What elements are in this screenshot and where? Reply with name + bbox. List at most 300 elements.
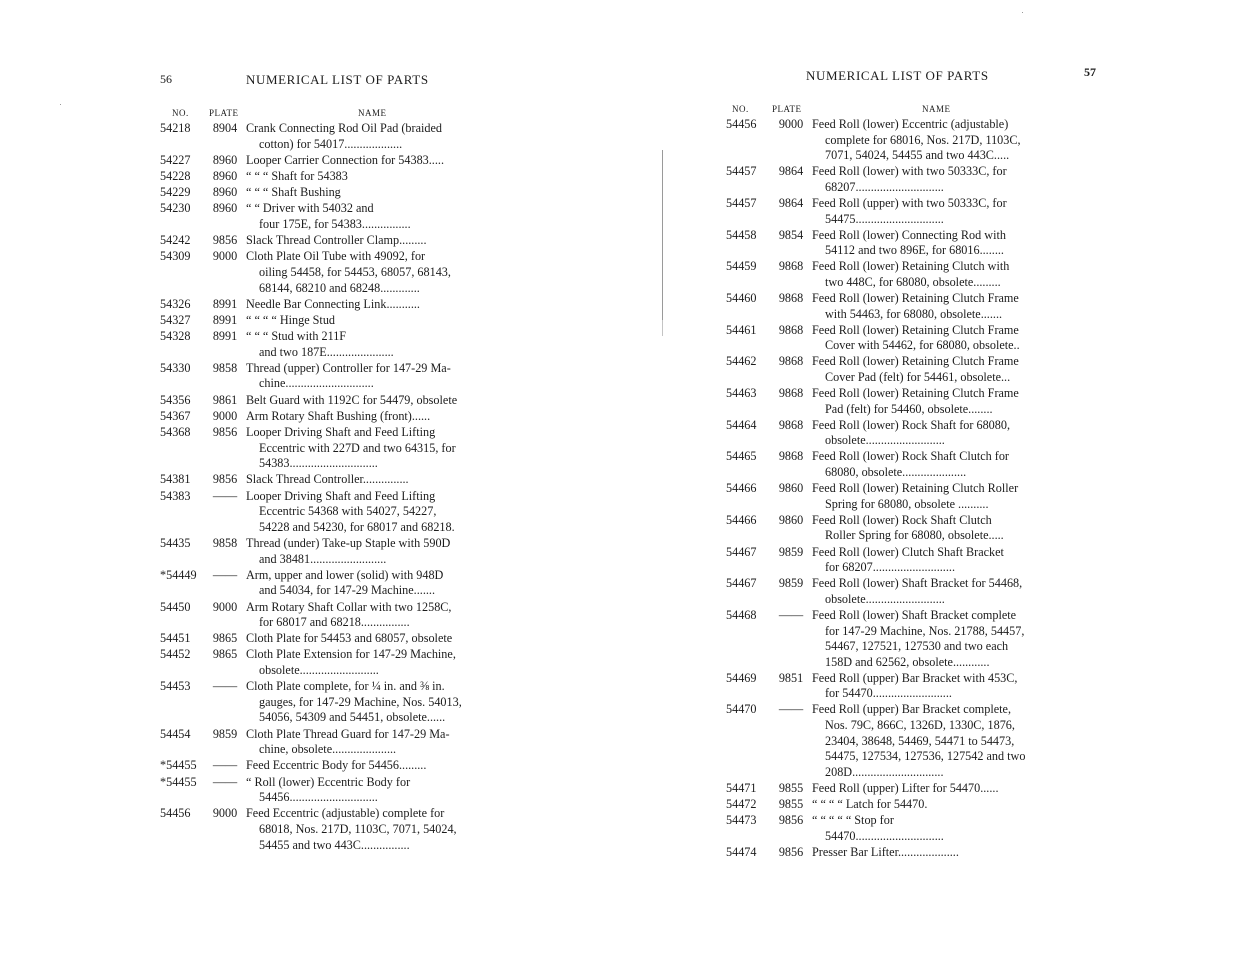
- page-title: NUMERICAL LIST OF PARTS: [246, 72, 429, 87]
- part-number: 54356: [160, 392, 191, 407]
- part-number: 54465: [726, 449, 757, 464]
- part-number: 54456: [160, 806, 191, 821]
- part-name-line: two 448C, for 68080, obsolete.........: [825, 274, 1001, 289]
- part-name-line: Crank Connecting Rod Oil Pad (braided: [246, 121, 442, 135]
- part-name-line: “ Roll (lower) Eccentric Body for: [246, 774, 411, 789]
- part-name-line: Feed Roll (lower) Eccentric (adjustable): [812, 117, 1009, 131]
- table-row: [160, 313, 500, 329]
- col-plate: PLATE: [772, 104, 802, 114]
- plate-number: 9000: [212, 408, 238, 423]
- plate-number: 9861: [212, 392, 238, 407]
- part-name: [246, 361, 500, 392]
- part-name-line: for 147-29 Machine, Nos. 21788, 54457,: [825, 623, 1025, 638]
- table-row: [726, 845, 1078, 861]
- part-number: 54459: [726, 259, 757, 274]
- part-name-line: complete for 68016, Nos. 217D, 1103C,: [825, 132, 1021, 147]
- part-number: 54474: [726, 844, 757, 859]
- table-row: [726, 228, 1078, 259]
- plate-number: 8904: [212, 121, 238, 135]
- part-name-line: Arm Rotary Shaft Collar with two 1258C,: [246, 599, 452, 614]
- plate-number: 9856: [778, 813, 804, 828]
- part-name-line: Feed Roll (lower) Rock Shaft Clutch: [812, 512, 992, 527]
- plate-number: 8991: [212, 312, 238, 327]
- part-name: [246, 758, 500, 774]
- part-name-line: Feed Roll (lower) Retaining Clutch with: [812, 259, 1010, 274]
- part-name: [246, 600, 500, 631]
- part-number: 54462: [726, 354, 757, 369]
- part-name: [246, 249, 500, 296]
- plate-number: 9000: [212, 599, 238, 614]
- part-number: 54227: [160, 152, 191, 167]
- part-number: 54328: [160, 329, 191, 344]
- part-name-line: Feed Roll (upper) Bar Bracket with 453C,: [812, 670, 1018, 685]
- part-name-line: Belt Guard with 1192C for 54479, obsolete: [246, 392, 458, 407]
- part-name-line: and 38481.........................: [259, 551, 387, 566]
- plate-number: 9868: [778, 386, 804, 401]
- table-row: [726, 291, 1078, 322]
- part-number: 54450: [160, 599, 191, 614]
- part-name-line: and 54034, for 147-29 Machine.......: [259, 583, 436, 598]
- plate-number: 9856: [778, 844, 804, 859]
- part-name: [246, 472, 500, 488]
- col-no: NO.: [172, 108, 189, 118]
- table-row: [160, 121, 500, 152]
- part-number: 54242: [160, 233, 191, 248]
- part-name-line: Cover with 54462, for 68080, obsolete..: [825, 338, 1020, 353]
- part-name-line: 54467, 127521, 127530 and two each: [825, 639, 1009, 654]
- part-name-line: 7071, 54024, 54455 and two 443C.....: [825, 148, 1010, 163]
- col-name: NAME: [358, 108, 387, 118]
- part-name: [246, 489, 500, 536]
- plate-number: ——: [212, 774, 238, 789]
- page-gutter-mark: [662, 320, 663, 336]
- table-row: [726, 813, 1078, 844]
- part-name-line: Presser Bar Lifter....................: [812, 844, 959, 859]
- part-number: 54460: [726, 291, 757, 306]
- part-number: 54469: [726, 670, 757, 685]
- part-name-line: Cloth Plate Oil Tube with 49092, for: [246, 249, 426, 264]
- table-row: [160, 758, 500, 774]
- part-number: 54461: [726, 322, 757, 337]
- part-name-line: oiling 54458, for 54453, 68057, 68143,: [259, 264, 451, 279]
- table-row: [160, 600, 500, 631]
- part-name-line: chine, obsolete.....................: [259, 742, 397, 757]
- part-number: 54330: [160, 360, 191, 375]
- part-name: [812, 449, 1078, 480]
- part-name: [812, 323, 1078, 354]
- part-name-line: “ “ “ “ “ Stop for: [812, 813, 894, 828]
- part-name-line: “ “ “ Shaft Bushing: [246, 185, 341, 200]
- part-name-line: 54456.............................: [259, 790, 378, 805]
- plate-number: 9865: [212, 631, 238, 646]
- part-name-line: Feed Roll (lower) Retaining Clutch Frame: [812, 354, 1019, 369]
- table-row: [160, 185, 500, 201]
- part-number: *54449: [160, 567, 197, 582]
- table-row: [160, 806, 500, 853]
- part-name: [812, 545, 1078, 576]
- plate-number: 9858: [212, 360, 238, 375]
- plate-number: 9868: [778, 449, 804, 464]
- part-name-line: 68144, 68210 and 68248.............: [259, 280, 420, 295]
- part-number: 54473: [726, 813, 757, 828]
- part-name: [246, 393, 500, 409]
- plate-number: ——: [212, 758, 238, 773]
- part-number: 54458: [726, 227, 757, 242]
- plate-number: 9868: [778, 354, 804, 369]
- table-row: [726, 117, 1078, 164]
- part-name: [246, 121, 500, 152]
- table-row: [160, 393, 500, 409]
- part-name: [812, 513, 1078, 544]
- part-name: [246, 806, 500, 853]
- table-row: [160, 425, 500, 472]
- part-name-line: 208D..............................: [825, 764, 944, 779]
- part-name-line: Nos. 79C, 866C, 1326D, 1330C, 1876,: [825, 718, 1015, 733]
- right-page: [726, 0, 1096, 954]
- plate-number: 9868: [778, 291, 804, 306]
- table-row: [160, 775, 500, 806]
- part-name-line: 54455 and two 443C................: [259, 837, 410, 852]
- part-name: [246, 329, 500, 360]
- table-row: [726, 513, 1078, 544]
- plate-number: ——: [778, 702, 804, 717]
- plate-number: 9864: [778, 164, 804, 179]
- plate-number: 8960: [212, 152, 238, 167]
- part-name-line: “ “ “ “ Hinge Stud: [246, 312, 336, 327]
- plate-number: 9854: [778, 227, 804, 242]
- part-name-line: Feed Roll (lower) Clutch Shaft Bracket: [812, 544, 1004, 559]
- part-name-line: 54475, 127534, 127536, 127542 and two: [825, 749, 1026, 764]
- part-name-line: Cloth Plate for 54453 and 68057, obsolete: [246, 631, 453, 646]
- part-name: [812, 781, 1078, 797]
- table-row: [160, 647, 500, 678]
- part-number: *54455: [160, 758, 197, 773]
- table-row: [160, 679, 500, 726]
- part-name-line: Feed Eccentric (adjustable) complete for: [246, 806, 445, 821]
- part-name: [246, 727, 500, 758]
- part-name: [246, 297, 500, 313]
- part-name-line: Cloth Plate complete, for ¼ in. and ⅜ in.: [246, 679, 445, 694]
- part-number: 54467: [726, 544, 757, 559]
- part-name-line: Feed Roll (lower) Connecting Rod with: [812, 227, 1006, 242]
- part-name-line: Cloth Plate Extension for 147-29 Machine,: [246, 647, 456, 662]
- part-name-line: 54475.............................: [825, 211, 944, 226]
- part-number: 54309: [160, 249, 191, 264]
- plate-number: 9000: [212, 806, 238, 821]
- plate-number: 9856: [212, 425, 238, 439]
- part-name-line: with 54463, for 68080, obsolete.......: [825, 306, 1003, 321]
- part-name-line: Feed Roll (upper) Bar Bracket complete,: [812, 702, 1011, 717]
- part-name: [812, 702, 1078, 780]
- part-name-line: for 68207...........................: [825, 560, 955, 575]
- part-name-line: Looper Driving Shaft and Feed Lifting: [246, 488, 436, 503]
- table-row: [160, 568, 500, 599]
- part-number: 54456: [726, 117, 757, 131]
- table-row: [160, 153, 500, 169]
- part-number: 54228: [160, 168, 191, 183]
- part-number: 54383: [160, 488, 191, 503]
- plate-number: 9858: [212, 535, 238, 550]
- plate-number: ——: [212, 567, 238, 582]
- plate-number: 9864: [778, 195, 804, 210]
- part-number: 54472: [726, 797, 757, 812]
- part-name-line: and two 187E......................: [259, 344, 394, 359]
- table-row: [726, 545, 1078, 576]
- part-name-line: Arm, upper and lower (solid) with 948D: [246, 567, 444, 582]
- part-name: [246, 409, 500, 425]
- part-name: [812, 196, 1078, 227]
- part-name-line: Feed Roll (lower) Retaining Clutch Roller: [812, 481, 1019, 496]
- part-name-line: Looper Carrier Connection for 54383.....: [246, 152, 444, 167]
- part-name: [812, 228, 1078, 259]
- plate-number: 9859: [778, 544, 804, 559]
- part-name-line: “ “ “ Shaft for 54383: [246, 168, 348, 183]
- plate-number: ——: [212, 488, 238, 503]
- plate-number: 8991: [212, 329, 238, 344]
- plate-number: 9868: [778, 322, 804, 337]
- part-name-line: obsolete..........................: [825, 433, 945, 448]
- col-name: NAME: [922, 104, 951, 114]
- part-number: 54470: [726, 702, 757, 717]
- part-name-line: Slack Thread Controller...............: [246, 472, 409, 487]
- part-number: 54452: [160, 647, 191, 662]
- part-name-line: 54383.............................: [259, 456, 378, 471]
- left-page: [160, 0, 500, 954]
- part-name-line: Cloth Plate Thread Guard for 147-29 Ma-: [246, 726, 450, 741]
- part-number: 54457: [726, 195, 757, 210]
- table-row: [726, 196, 1078, 227]
- part-name: [812, 291, 1078, 322]
- plate-number: 9000: [212, 249, 238, 264]
- plate-number: 9859: [212, 726, 238, 741]
- part-name-line: chine.............................: [259, 376, 374, 391]
- plate-number: 9860: [778, 512, 804, 527]
- part-name-line: Needle Bar Connecting Link...........: [246, 296, 420, 311]
- part-number: 54463: [726, 386, 757, 401]
- part-number: 54368: [160, 425, 191, 439]
- plate-number: 9851: [778, 670, 804, 685]
- part-number: 54464: [726, 417, 757, 432]
- part-number: 54468: [726, 607, 757, 622]
- table-row: [160, 249, 500, 296]
- part-name: [246, 631, 500, 647]
- plate-number: ——: [212, 679, 238, 694]
- table-row: [160, 472, 500, 488]
- part-name-line: 68080, obsolete.....................: [825, 465, 967, 480]
- part-number: 54326: [160, 296, 191, 311]
- table-row: [160, 201, 500, 232]
- part-number: 54218: [160, 121, 191, 135]
- plate-number: 9868: [778, 259, 804, 274]
- part-name-line: Feed Roll (lower) Rock Shaft Clutch for: [812, 449, 1009, 464]
- part-number: 54381: [160, 472, 191, 487]
- table-row: [726, 481, 1078, 512]
- part-name-line: 54056, 54309 and 54451, obsolete......: [259, 710, 446, 725]
- table-row: [726, 671, 1078, 702]
- part-name-line: 54112 and two 896E, for 68016........: [825, 243, 1004, 258]
- table-row: [160, 631, 500, 647]
- part-name: [812, 671, 1078, 702]
- table-row: [726, 386, 1078, 417]
- col-no: NO.: [732, 104, 749, 114]
- part-name-line: Feed Roll (lower) Retaining Clutch Frame: [812, 322, 1019, 337]
- table-row: [160, 409, 500, 425]
- part-name-line: Feed Roll (lower) with two 50333C, for: [812, 164, 1007, 179]
- part-name-line: Pad (felt) for 54460, obsolete........: [825, 401, 993, 416]
- part-number: 54466: [726, 512, 757, 527]
- table-row: [726, 418, 1078, 449]
- parts-list: [726, 117, 1078, 861]
- part-name: [812, 386, 1078, 417]
- part-number: 54451: [160, 631, 191, 646]
- plate-number: 8991: [212, 296, 238, 311]
- part-name-line: 54228 and 54230, for 68017 and 68218.: [259, 519, 455, 534]
- table-row: [726, 259, 1078, 290]
- table-row: [726, 164, 1078, 195]
- plate-number: ——: [778, 607, 804, 622]
- part-name: [246, 536, 500, 567]
- part-name-line: Thread (upper) Controller for 147-29 Ma-: [246, 360, 451, 375]
- part-number: 54229: [160, 185, 191, 200]
- part-name-line: 68207.............................: [825, 179, 944, 194]
- part-name: [812, 117, 1078, 164]
- plate-number: 9000: [778, 117, 804, 131]
- table-row: [160, 361, 500, 392]
- part-name-line: 54470.............................: [825, 828, 944, 843]
- part-name-line: “ “ Driver with 54032 and: [246, 201, 374, 216]
- part-number: 54435: [160, 535, 191, 550]
- part-name-line: 68018, Nos. 217D, 1103C, 7071, 54024,: [259, 821, 457, 836]
- plate-number: 8960: [212, 185, 238, 200]
- part-name-line: Feed Roll (upper) Lifter for 54470......: [812, 780, 999, 795]
- part-number: 54467: [726, 576, 757, 591]
- part-name: [812, 608, 1078, 670]
- part-name-line: “ “ “ Stud with 211F: [246, 329, 347, 344]
- part-name: [812, 354, 1078, 385]
- part-name: [246, 153, 500, 169]
- table-row: [160, 297, 500, 313]
- part-number: 54327: [160, 312, 191, 327]
- part-number: 54454: [160, 726, 191, 741]
- part-number: 54230: [160, 201, 191, 216]
- part-name-line: Roller Spring for 68080, obsolete.....: [825, 528, 1004, 543]
- part-name: [246, 201, 500, 232]
- plate-number: 9859: [778, 576, 804, 591]
- part-name: [812, 576, 1078, 607]
- part-name-line: Feed Eccentric Body for 54456.........: [246, 758, 427, 773]
- part-name: [246, 425, 500, 472]
- plate-number: 9856: [212, 472, 238, 487]
- part-name-line: 23404, 38648, 54469, 54471 to 54473,: [825, 733, 1015, 748]
- part-name: [246, 568, 500, 599]
- part-name-line: Spring for 68080, obsolete ..........: [825, 496, 989, 511]
- part-name: [812, 418, 1078, 449]
- page-number: 56: [160, 72, 172, 86]
- part-number: 54471: [726, 780, 757, 795]
- part-name: [246, 775, 500, 806]
- page-number: 57: [1084, 65, 1096, 79]
- table-row: [726, 354, 1078, 385]
- parts-list: [160, 121, 500, 854]
- part-name: [246, 169, 500, 185]
- table-row: [160, 536, 500, 567]
- table-row: [726, 449, 1078, 480]
- part-name: [812, 813, 1078, 844]
- table-row: [726, 608, 1078, 670]
- plate-number: 9856: [212, 233, 238, 248]
- part-number: 54457: [726, 164, 757, 179]
- table-row: [726, 576, 1078, 607]
- part-number: 54466: [726, 481, 757, 496]
- part-name-line: Feed Roll (lower) Rock Shaft for 68080,: [812, 417, 1011, 432]
- part-name-line: Eccentric with 227D and two 64315, for: [259, 440, 456, 455]
- plate-number: 9860: [778, 481, 804, 496]
- part-number: 54367: [160, 408, 191, 423]
- part-name-line: Feed Roll (lower) Shaft Bracket for 54468,: [812, 576, 1023, 591]
- plate-number: 8960: [212, 168, 238, 183]
- part-name: [812, 797, 1078, 813]
- plate-number: 9855: [778, 780, 804, 795]
- part-name-line: obsolete..........................: [259, 663, 379, 678]
- table-row: [726, 781, 1078, 797]
- part-name-line: Thread (under) Take-up Staple with 590D: [246, 535, 451, 550]
- part-name: [246, 313, 500, 329]
- table-row: [160, 727, 500, 758]
- scan-speck: [60, 104, 61, 105]
- plate-number: 8960: [212, 201, 238, 216]
- part-name-line: obsolete..........................: [825, 591, 945, 606]
- page-gutter-line: [662, 150, 663, 320]
- table-row: [160, 489, 500, 536]
- part-name: [812, 481, 1078, 512]
- part-name: [812, 259, 1078, 290]
- table-row: [160, 169, 500, 185]
- table-row: [726, 797, 1078, 813]
- part-name: [246, 679, 500, 726]
- table-row: [726, 323, 1078, 354]
- part-number: *54455: [160, 774, 197, 789]
- table-row: [160, 233, 500, 249]
- col-plate: PLATE: [209, 108, 239, 118]
- table-row: [726, 702, 1078, 780]
- part-name-line: Arm Rotary Shaft Bushing (front)......: [246, 408, 431, 423]
- part-name-line: Eccentric 54368 with 54027, 54227,: [259, 504, 437, 519]
- part-name-line: “ “ “ “ Latch for 54470.: [812, 797, 928, 812]
- part-name: [246, 233, 500, 249]
- part-name-line: Feed Roll (lower) Retaining Clutch Frame: [812, 291, 1019, 306]
- plate-number: 9855: [778, 797, 804, 812]
- part-name-line: for 54470..........................: [825, 686, 952, 701]
- part-name-line: Feed Roll (lower) Retaining Clutch Frame: [812, 386, 1019, 401]
- part-name: [246, 185, 500, 201]
- plate-number: 9865: [212, 647, 238, 662]
- plate-number: 9868: [778, 417, 804, 432]
- part-name: [246, 647, 500, 678]
- table-row: [160, 329, 500, 360]
- part-name-line: Looper Driving Shaft and Feed Lifting: [246, 425, 436, 439]
- part-name-line: four 175E, for 54383................: [259, 216, 411, 231]
- part-name-line: Slack Thread Controller Clamp.........: [246, 233, 427, 248]
- part-name-line: for 68017 and 68218................: [259, 615, 410, 630]
- part-name-line: Feed Roll (lower) Shaft Bracket complete: [812, 607, 1017, 622]
- part-name-line: gauges, for 147-29 Machine, Nos. 54013,: [259, 694, 462, 709]
- part-name-line: 158D and 62562, obsolete............: [825, 654, 990, 669]
- part-name-line: Cover Pad (felt) for 54461, obsolete...: [825, 370, 1011, 384]
- page-title: NUMERICAL LIST OF PARTS: [806, 68, 989, 83]
- part-number: 54453: [160, 679, 191, 694]
- part-name-line: Feed Roll (upper) with two 50333C, for: [812, 195, 1007, 210]
- part-name: [812, 164, 1078, 195]
